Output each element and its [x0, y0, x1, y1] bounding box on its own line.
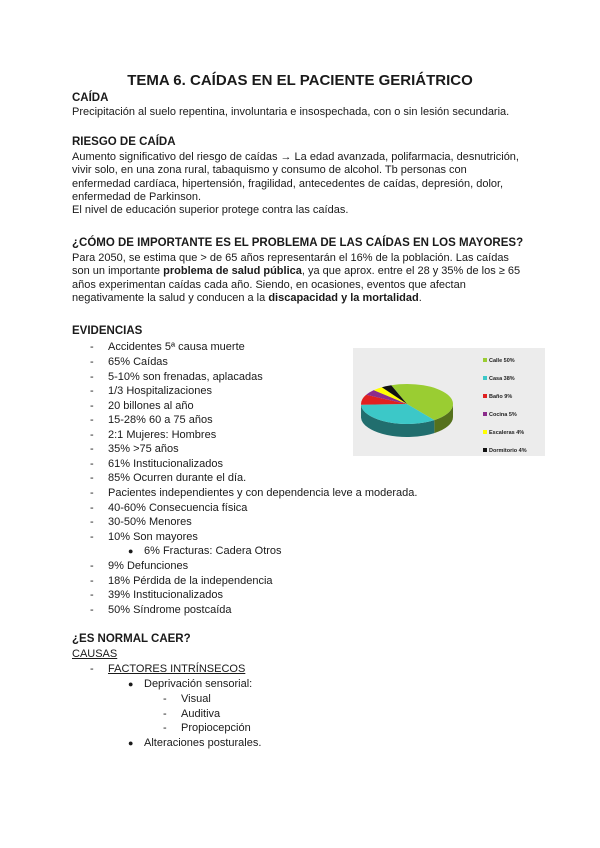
heading-importancia: ¿CÓMO DE IMPORTANTE ES EL PROBLEMA DE LAS CAÍDAS EN LOS MAYORES? [72, 237, 524, 249]
riesgo-line: El nivel de educación superior protege contra las caídas. [72, 204, 349, 217]
legend-swatch [483, 412, 487, 416]
dash-marker: - [90, 516, 94, 528]
importancia-paragraph [72, 252, 542, 305]
riesgo-line: enfermedad de Parkinson. [72, 190, 202, 203]
list-item-text: 5-10% son frenadas, aplacadas [108, 371, 263, 383]
riesgo-line: enfermedad cardíaca, hipertensión, fragilidad, antecedentes de caídas, depresión, dolor, [72, 177, 504, 190]
legend-swatch [483, 376, 487, 380]
dash-marker: - [90, 575, 94, 587]
list-item-text: 39% Institucionalizados [108, 589, 223, 601]
heading-evidencias: EVIDENCIAS [72, 325, 143, 337]
bullet-marker: ● [128, 738, 134, 748]
dash-marker: - [90, 400, 94, 412]
legend-label: Escaleras 4% [489, 430, 525, 436]
list-item-text: 2:1 Mujeres: Hombres [108, 429, 217, 441]
importancia-line: años experimentan caídas cada año. Siendo, en ocasiones, eventos que afectan [72, 278, 466, 291]
dash-marker: - [90, 502, 94, 514]
caida-definition: Precipitación al suelo repentina, involuntaria e insospechada, con o sin lesión secundaria. [72, 106, 510, 118]
list-item-text: Pacientes independientes y con dependencia leve a moderada. [108, 487, 418, 499]
bold-span: problema de salud pública [163, 265, 302, 278]
list-item-text: 40-60% Consecuencia física [108, 502, 248, 514]
heading-riesgo: RIESGO DE CAÍDA [72, 136, 176, 148]
importancia-line: Para 2050, se estima que > de 65 años representarán el 16% de la población. Las caídas [72, 252, 509, 264]
falls-location-pie-chart [353, 348, 545, 456]
legend-label: Cocina 5% [489, 412, 517, 418]
text-span: son un importante [72, 265, 164, 278]
list-item-text: 65% Caídas [108, 356, 168, 368]
dash-marker: - [90, 414, 94, 426]
legend-label: Casa 38% [489, 376, 515, 382]
list-item-text: 10% Son mayores [108, 531, 198, 543]
list-item-text: Propiocepción [181, 722, 251, 734]
list-item-text: 18% Pérdida de la independencia [108, 575, 273, 587]
dash-marker: - [90, 371, 94, 383]
legend-label: Calle 50% [489, 358, 515, 364]
list-item-text: 30-50% Menores [108, 516, 192, 528]
dash-marker: - [90, 589, 94, 601]
heading-caida: CAÍDA [72, 92, 109, 104]
dash-marker: - [90, 472, 94, 484]
dash-marker: - [90, 531, 94, 543]
bold-span: discapacidad y la mortalidad [268, 291, 419, 304]
list-item-text: Auditiva [181, 708, 221, 720]
dash-marker: - [90, 487, 94, 499]
list-item-text: 61% Institucionalizados [108, 458, 223, 470]
legend-label: Dormitorio 4% [489, 448, 527, 454]
dash-marker: - [90, 560, 94, 572]
dash-marker: - [90, 356, 94, 368]
dash-marker: - [90, 429, 94, 441]
importancia-line [72, 292, 542, 305]
list-item-text: FACTORES INTRÍNSECOS [108, 663, 246, 675]
dash-marker: - [163, 708, 167, 720]
list-item-text: Visual [181, 693, 211, 705]
bullet-marker: ● [128, 546, 134, 556]
dash-marker: - [90, 663, 94, 675]
importancia-line [72, 265, 542, 278]
legend-label: Baño 9% [489, 394, 513, 400]
list-item-text: 35% >75 años [108, 443, 179, 455]
riesgo-line: Aumento significativo del riesgo de caídas → La edad avanzada, polifarmacia, desnutrición, [72, 151, 519, 163]
dash-marker: - [90, 458, 94, 470]
dash-marker: - [90, 443, 94, 455]
riesgo-paragraph [72, 151, 532, 217]
list-item-text: 50% Síndrome postcaída [108, 604, 232, 616]
list-item-text: 9% Defunciones [108, 560, 189, 572]
text-span: , ya que aprox. entre el 28 y 35% de los ≥ 65 [301, 265, 521, 278]
heading-normal: ¿ES NORMAL CAER? [72, 633, 191, 645]
list-item-text: 6% Fracturas: Cadera Otros [144, 545, 282, 557]
legend-swatch [483, 394, 487, 398]
list-item-text: Deprivación sensorial: [144, 678, 253, 690]
list-item-text: 1/3 Hospitalizaciones [108, 385, 212, 397]
text-span: negativamente la salud y conducen a la [72, 291, 269, 304]
riesgo-line: vivir solo, en una zona rural, tabaquismo y consumo de alcohol. Tb personas con [72, 164, 467, 177]
dash-marker: - [163, 722, 167, 734]
dash-marker: - [90, 341, 94, 353]
page-title: TEMA 6. CAÍDAS EN EL PACIENTE GERIÁTRICO [127, 72, 473, 89]
causas-subheading: CAUSAS [72, 648, 118, 660]
dash-marker: - [163, 693, 167, 705]
bullet-marker: ● [128, 679, 134, 689]
dash-marker: - [90, 604, 94, 616]
dash-marker: - [90, 385, 94, 397]
legend-swatch [483, 430, 487, 434]
legend-swatch [483, 358, 487, 362]
list-item-text: Accidentes 5ª causa muerte [108, 341, 245, 353]
text-span: . [418, 291, 422, 304]
list-item-text: 15-28% 60 a 75 años [108, 414, 213, 426]
list-item-text: 85% Ocurren durante el día. [108, 472, 247, 484]
list-item-text: Alteraciones posturales. [144, 737, 262, 749]
list-item-text: 20 billones al año [108, 400, 194, 412]
legend-swatch [483, 448, 487, 452]
